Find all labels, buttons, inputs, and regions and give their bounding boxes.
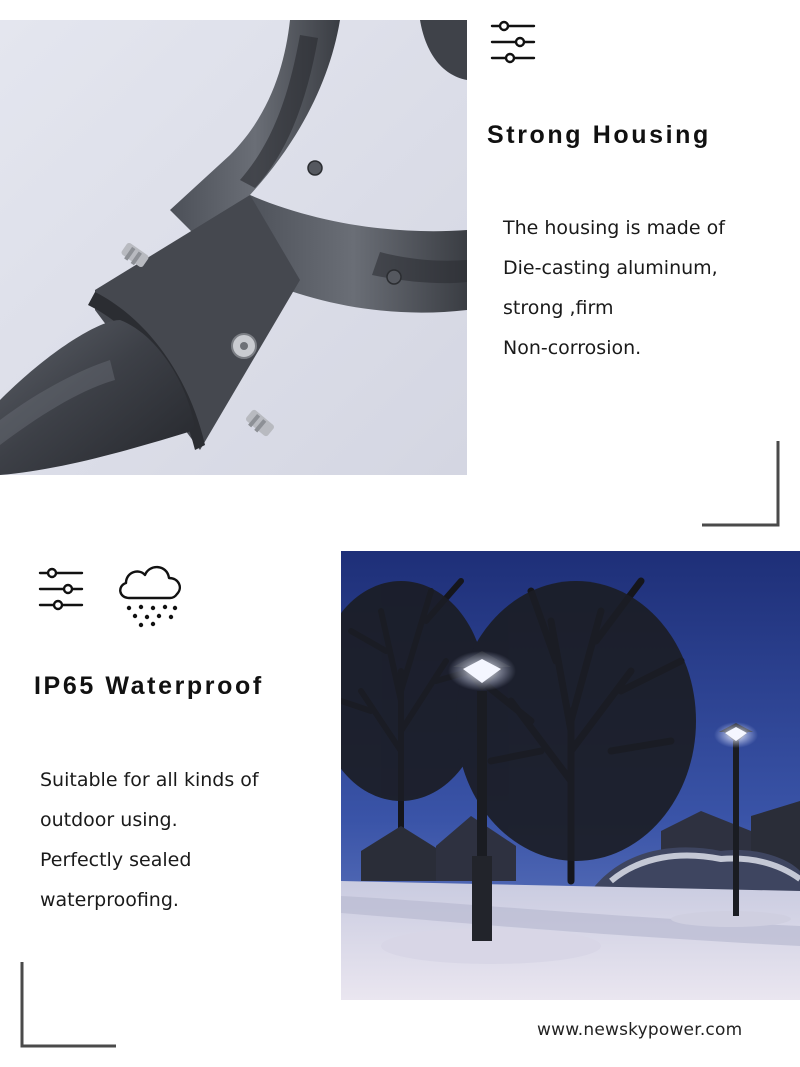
description-line: Perfectly sealed	[40, 849, 192, 871]
description-line: Non-corrosion.	[503, 337, 642, 359]
section-title-housing: Strong Housing	[487, 121, 711, 149]
description-line: Die-casting aluminum,	[503, 257, 718, 279]
description-line: Suitable for all kinds of	[40, 769, 259, 791]
website-url[interactable]: www.newskypower.com	[537, 1020, 743, 1040]
housing-description	[503, 208, 793, 368]
sliders-icon	[490, 20, 536, 64]
winter-lamp-photo	[341, 551, 800, 1000]
section-title-waterproof: IP65 Waterproof	[34, 672, 264, 700]
description-line: waterproofing.	[40, 889, 179, 911]
housing-photo	[0, 20, 467, 475]
snow-cloud-icon	[115, 558, 185, 628]
corner-bracket-decoration	[20, 962, 116, 1048]
corner-bracket-decoration	[702, 441, 780, 527]
description-line: strong ,firm	[503, 297, 614, 319]
sliders-icon	[38, 567, 84, 611]
waterproof-description	[40, 760, 330, 920]
description-line: outdoor using.	[40, 809, 178, 831]
description-line: The housing is made of	[503, 217, 725, 239]
